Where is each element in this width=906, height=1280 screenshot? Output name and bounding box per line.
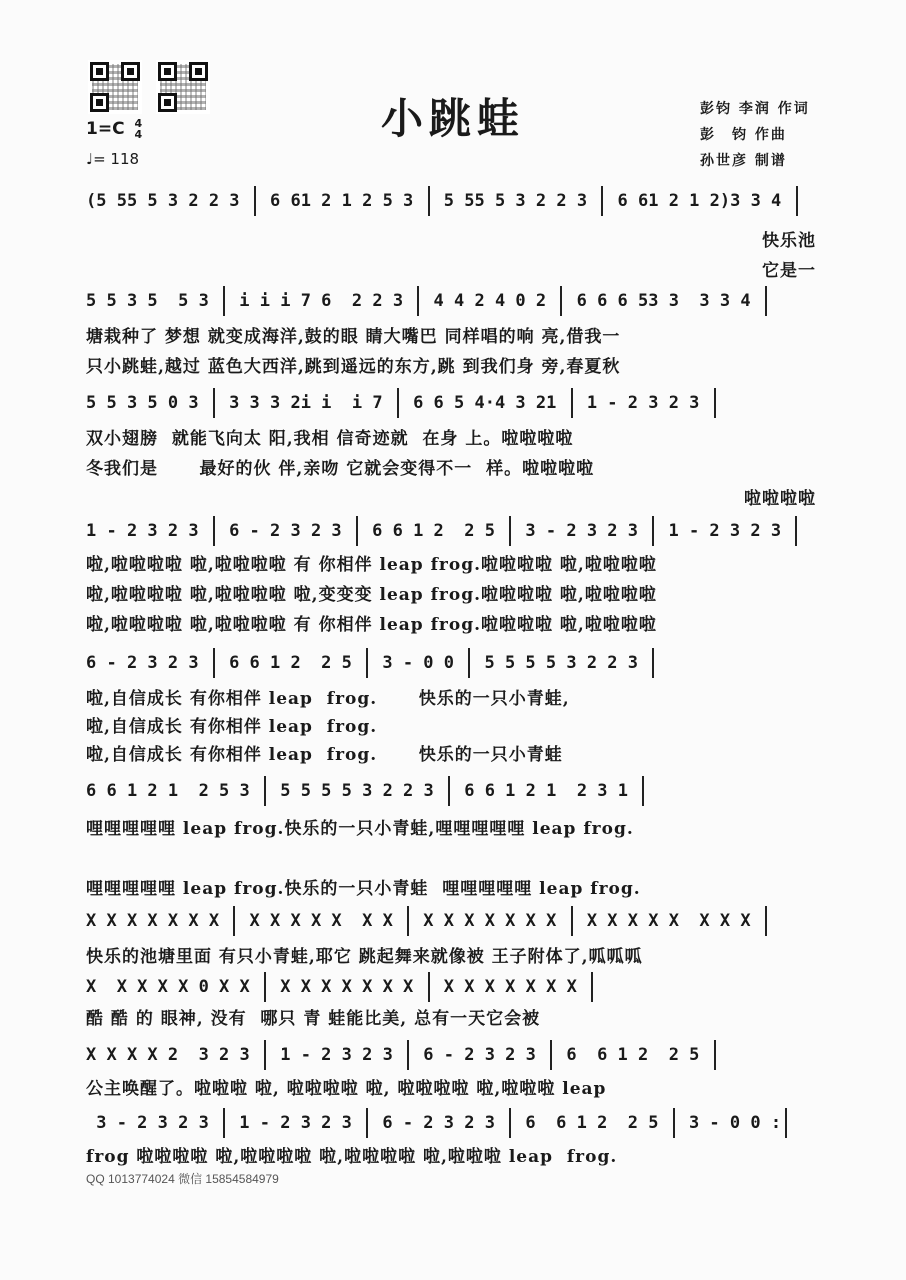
- bar-line: [550, 1040, 552, 1070]
- bar-line: [213, 516, 215, 546]
- measure: 6 - 2 3 2 3: [372, 1113, 506, 1133]
- bar-line: [233, 906, 235, 936]
- measure: 6 6 1 2 2 5: [218, 653, 363, 673]
- measure: 1 - 2 3 2 3: [658, 521, 792, 541]
- bar-line: [213, 388, 215, 418]
- bar-line: [448, 776, 450, 806]
- measure: (5 55 5 3 2 2 3: [86, 191, 250, 211]
- measure: 5 55 5 3 2 2 3: [433, 191, 598, 211]
- notation-line: [86, 186, 802, 216]
- credit-lyricist: 彭钧 李润 作词: [700, 101, 810, 117]
- measure: 3 - 2 3 2 3: [515, 521, 649, 541]
- bar-line: [223, 1108, 225, 1138]
- lyric-line: 啦啦啦啦: [744, 489, 816, 509]
- lyric-line: frog 啦啦啦啦 啦,啦啦啦啦 啦,啦啦啦啦 啦,啦啦啦 leap frog.: [86, 1147, 618, 1167]
- notation-line: [86, 388, 720, 418]
- bar-line: [591, 972, 593, 1002]
- tempo-marking: ♩= 118: [86, 150, 140, 168]
- bar-line: [428, 972, 430, 1002]
- bar-line: [601, 186, 603, 216]
- lyric-line: 啦,自信成长 有你相伴 leap frog.: [86, 717, 378, 737]
- key-signature: [86, 118, 142, 140]
- bar-line: [223, 286, 225, 316]
- measure: 6 61 2 1 2 5 3: [259, 191, 424, 211]
- time-signature: [134, 118, 142, 140]
- measure: 1 - 2 3 2 3: [270, 1045, 404, 1065]
- bar-line: [366, 648, 368, 678]
- lyric-line: 啦,啦啦啦啦 啦,啦啦啦啦 啦,变变变 leap frog.啦啦啦啦 啦,啦啦啦啦: [86, 585, 657, 605]
- lyric-line: 双小翅膀 就能飞向太 阳,我相 信奇迹就 在身 上。啦啦啦啦: [86, 429, 574, 449]
- credit-arranger: 孙世彦 制谱: [700, 153, 787, 169]
- measure: 6 - 2 3 2 3: [218, 521, 352, 541]
- bar-line: [397, 388, 399, 418]
- bar-line: [254, 186, 256, 216]
- bar-line: [652, 516, 654, 546]
- notation-line: [86, 648, 658, 678]
- measure: 6 6 1 2 1 2 5 3: [86, 781, 260, 801]
- notation-line: [86, 906, 771, 936]
- measure: 3 3 3 2i i i 7: [218, 393, 393, 413]
- bar-line: [714, 1040, 716, 1070]
- measure: i i i 7 6 2 2 3: [229, 291, 414, 311]
- measure: X X X X X X X: [433, 977, 588, 997]
- notation-line: [86, 1108, 791, 1138]
- bar-line: [366, 1108, 368, 1138]
- measure: 6 61 2 1 2)3 3 4: [607, 191, 792, 211]
- bar-line: [571, 906, 573, 936]
- measure: 5 5 3 5 5 3: [86, 291, 220, 311]
- bar-line: [509, 516, 511, 546]
- notation-line: [86, 1040, 720, 1070]
- notation-line: [86, 516, 801, 546]
- bar-line: [213, 648, 215, 678]
- time-bottom: 4: [134, 128, 143, 141]
- bar-line: [765, 286, 767, 316]
- measure: 3 - 0 0 :: [678, 1113, 782, 1133]
- bar-line: [264, 1040, 266, 1070]
- lyric-line: 哩哩哩哩哩 leap frog.快乐的一只小青蛙 哩哩哩哩哩 leap frog.: [86, 879, 641, 899]
- bar-line: [642, 776, 644, 806]
- measure: 1 - 2 3 2 3: [576, 393, 710, 413]
- measure: 3 - 0 0: [372, 653, 465, 673]
- measure: X X X X X X X: [270, 977, 424, 997]
- bar-line: [765, 906, 767, 936]
- measure: 1 - 2 3 2 3: [229, 1113, 363, 1133]
- measure: 6 - 2 3 2 3: [413, 1045, 547, 1065]
- bar-line: [468, 648, 470, 678]
- bar-line: [560, 286, 562, 316]
- measure: 5 5 3 5 0 3: [86, 393, 209, 413]
- lyric-line: 快乐的池塘里面 有只小青蛙,耶它 跳起舞来就像被 王子附体了,呱呱呱: [86, 947, 643, 967]
- measure: X X X X X X X: [413, 911, 567, 931]
- measure: 5 5 5 5 3 2 2 3: [474, 653, 649, 673]
- bar-line: [264, 776, 266, 806]
- measure: 4 4 2 4 0 2: [423, 291, 557, 311]
- bar-line: [417, 286, 419, 316]
- time-top: 4: [134, 117, 143, 130]
- measure: 1 - 2 3 2 3: [86, 521, 209, 541]
- measure: 5 5 5 5 3 2 2 3: [270, 781, 444, 801]
- bar-line: [264, 972, 266, 1002]
- lyric-line: 啦,啦啦啦啦 啦,啦啦啦啦 有 你相伴 leap frog.啦啦啦啦 啦,啦啦啦啦: [86, 615, 657, 635]
- bar-line: [428, 186, 430, 216]
- measure: 6 - 2 3 2 3: [86, 653, 209, 673]
- contact-info: QQ 1013774024 微信 15854584979: [86, 1172, 279, 1186]
- measure: 6 6 1 2 1 2 3 1: [454, 781, 639, 801]
- measure: 3 - 2 3 2 3: [86, 1113, 220, 1133]
- bar-line: [356, 516, 358, 546]
- notation-line: [86, 776, 648, 806]
- lyric-line: 公主唤醒了。啦啦啦 啦, 啦啦啦啦 啦, 啦啦啦啦 啦,啦啦啦 leap: [86, 1079, 607, 1099]
- measure: 6 6 1 2 2 5: [556, 1045, 710, 1065]
- bar-line: [509, 1108, 511, 1138]
- bar-line: [796, 186, 798, 216]
- lyric-line: 冬我们是 最好的伙 伴,亲吻 它就会变得不一 样。啦啦啦啦: [86, 459, 595, 479]
- notation-line: [86, 286, 771, 316]
- lyric-line: 啦,自信成长 有你相伴 leap frog. 快乐的一只小青蛙: [86, 745, 563, 765]
- bar-line: [714, 388, 716, 418]
- lyric-line: 它是一: [762, 261, 816, 281]
- notation-line: [86, 972, 597, 1002]
- lyric-line: 啦,啦啦啦啦 啦,啦啦啦啦 有 你相伴 leap frog.啦啦啦啦 啦,啦啦啦啦: [86, 555, 657, 575]
- measure: X X X X 2 3 2 3: [86, 1045, 260, 1065]
- lyric-line: 酷 酷 的 眼神, 没有 哪只 青 蛙能比美, 总有一天它会被: [86, 1009, 541, 1029]
- measure: 6 6 6 53 3 3 3 4: [566, 291, 761, 311]
- bar-line: [571, 388, 573, 418]
- lyric-line: 快乐池: [762, 231, 816, 251]
- measure: 6 6 1 2 2 5: [361, 521, 506, 541]
- measure: 6 6 1 2 2 5: [515, 1113, 669, 1133]
- bar-line: [795, 516, 797, 546]
- measure: X X X X X X X X: [576, 911, 761, 931]
- page-title: 小跳蛙: [380, 94, 525, 143]
- lyric-line: 哩哩哩哩哩 leap frog.快乐的一只小青蛙,哩哩哩哩哩 leap frog.: [86, 819, 634, 839]
- measure: X X X X X 0 X X: [86, 977, 260, 997]
- lyric-line: 塘栽种了 梦想 就变成海洋,鼓的眼 睛大嘴巴 同样唱的响 亮,借我一: [86, 327, 621, 347]
- lyric-line: 只小跳蛙,越过 蓝色大西洋,跳到遥远的东方,跳 到我们身 旁,春夏秋: [86, 357, 621, 377]
- measure: X X X X X X X: [86, 911, 230, 931]
- bar-line: [785, 1108, 787, 1138]
- bar-line: [407, 1040, 409, 1070]
- measure: X X X X X X X: [239, 911, 404, 931]
- key-label: 1=C: [86, 119, 125, 139]
- bar-line: [652, 648, 654, 678]
- lyric-line: 啦,自信成长 有你相伴 leap frog. 快乐的一只小青蛙,: [86, 689, 570, 709]
- measure: 6 6 5 4·4 3 21: [402, 393, 567, 413]
- credit-composer: 彭 钧 作曲: [700, 127, 787, 143]
- bar-line: [673, 1108, 675, 1138]
- bar-line: [407, 906, 409, 936]
